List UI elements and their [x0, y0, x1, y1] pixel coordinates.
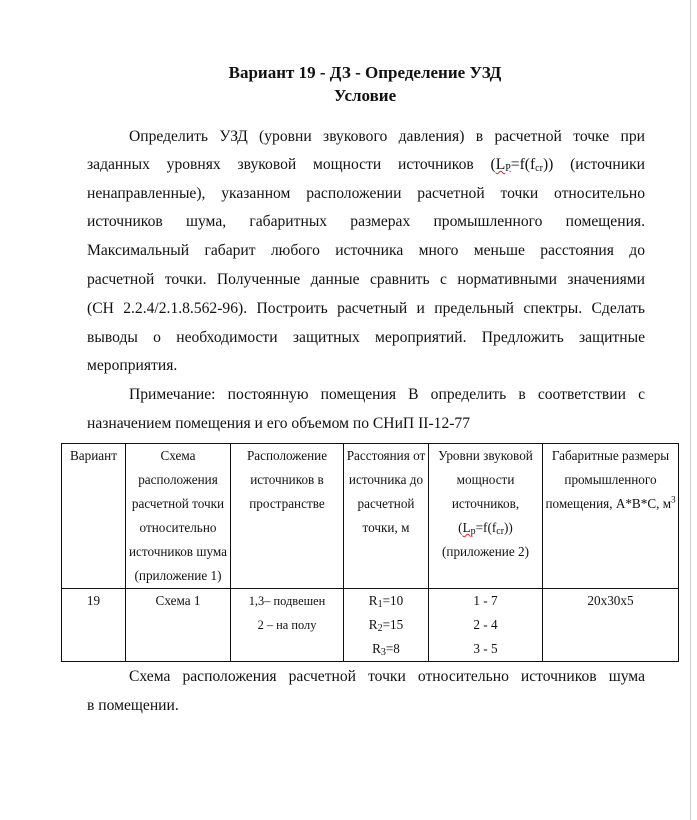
cell-levels: 1 - 7 2 - 4 3 - 5: [429, 589, 543, 662]
text-line: (СН 2.2.4/2.1.8.562-96). Построить расчетный и предельный спектры. Сделать: [87, 300, 645, 317]
table-header-row: [62, 444, 679, 589]
table-and-caption: [61, 443, 681, 720]
cell-placement: 1,3– подвешен 2 – на полу: [231, 589, 344, 662]
cell-scheme: Схема 1: [126, 589, 231, 662]
header-cell: Схема расположения расчетной точки относительно источников шума (приложение 1): [126, 444, 231, 589]
variant-table: [61, 443, 679, 662]
note-line: Примечание: постоянную помещения В определить в соответствии с: [129, 386, 645, 403]
header-cell: Габаритные размеры промышленного помещения, А*В*С, $м^3$: [543, 444, 679, 589]
text-line: Максимальный габарит любого источника много меньше расстояния до: [87, 242, 645, 259]
document-title: Вариант 19 - ДЗ - Определение УЗД: [228, 63, 502, 82]
text-line: выводы о необходимости защитных мероприятий. Предложить защитные: [87, 329, 645, 346]
cell-variant: 19: [62, 589, 126, 662]
cell-distances: $R_1=10$ $R_2=15$ $R_3=8$: [344, 589, 429, 662]
note-line: назначением помещения и его объемом по СНиП II-12-77: [87, 415, 471, 432]
document-subtitle: Условие: [333, 86, 397, 105]
header-cell: Вариант: [62, 444, 126, 589]
text-line: источников шума, габаритных размерах промышленного помещения.: [87, 213, 645, 230]
page-edge: [690, 0, 691, 820]
header-cell: Расстояния от источника до расчетной точки, м: [344, 444, 429, 589]
text-line: мероприятия.: [87, 357, 178, 374]
text-line: заданных уровнях звуковой мощности источников $(L_P=f(f_{cr}))$ (источники: [87, 156, 646, 174]
text-line: расчетной точки. Полученные данные сравнить с нормативными значениями: [87, 271, 645, 288]
text-line: в помещении.: [87, 697, 179, 714]
text-line: Определить УЗД (уровни звукового давления) в расчетной точке при: [129, 128, 645, 145]
cell-size: 20х30х5: [543, 589, 679, 662]
header-cell: Расположение источников в пространстве: [231, 444, 344, 589]
header-cell: Уровни звуковой мощности источников, $(L_p=f(f_{cr}))$ (приложение 2): [429, 444, 543, 589]
text-line: Схема расположения расчетной точки относительно источников шума: [129, 668, 645, 685]
text-line: ненаправленные), указанном расположении расчетной точки относительно: [87, 185, 645, 202]
table-row: [62, 589, 679, 662]
